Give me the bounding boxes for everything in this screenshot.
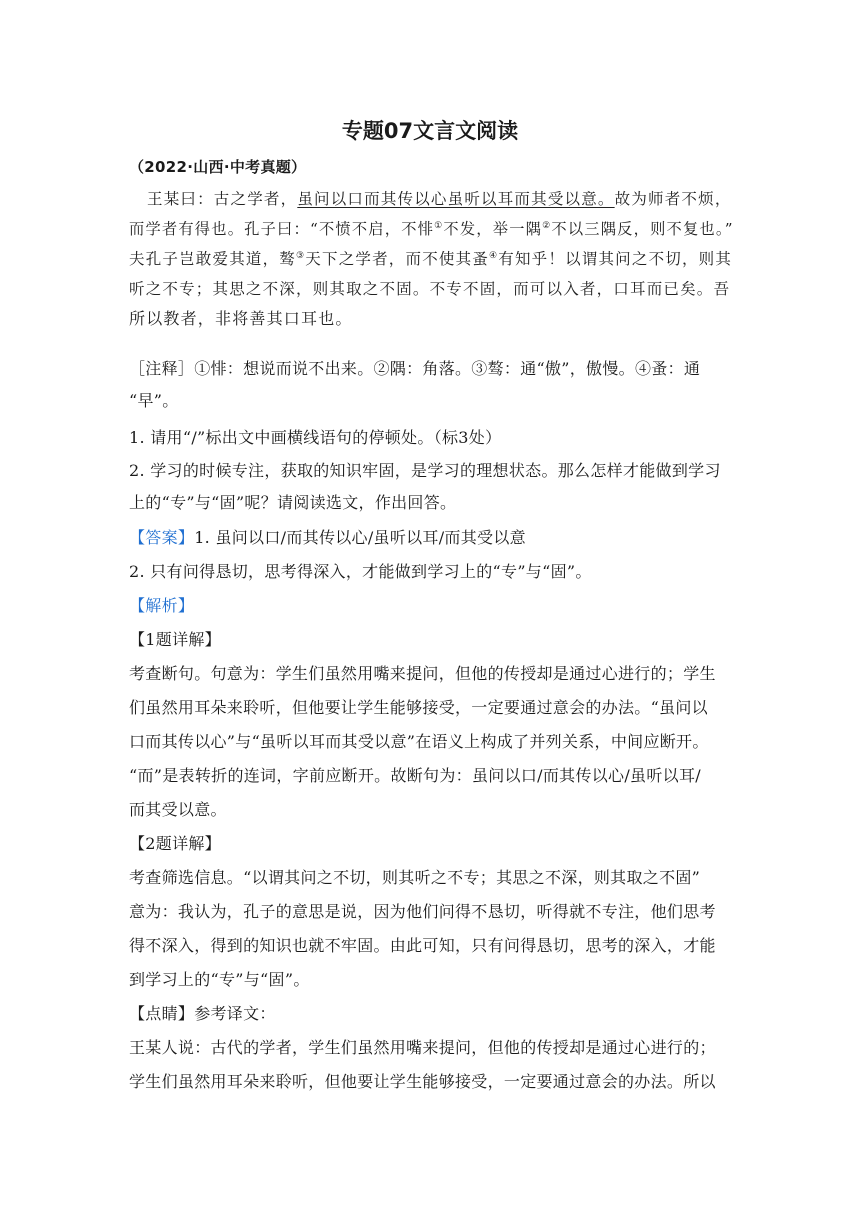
analysis-p1-line: 们虽然用耳朵来聆听，但他要让学生能够接受，一定要通过意会的办法。“虽问以 [129, 698, 708, 717]
analysis-p1-line: 口而其传以心”与“虽听以耳而其受以意”在语义上构成了并列关系，中间应断开。 [129, 732, 709, 751]
answer-2: 2. 只有问得恳切，思考得深入，才能做到学习上的“专”与“固”。 [129, 562, 592, 581]
passage-text: 不发，举一隅 [443, 220, 543, 238]
passage-text: 不以三隅反，则不复也。” [551, 220, 734, 238]
passage-line-4: 听之不专；其思之不深，则其取之不固。不专不固，而可以入者，口耳而已矣。吾 [129, 280, 731, 298]
analysis-p1-line: 考查断句。句意为：学生们虽然用嘴来提问，但他的传授却是通过心进行的；学生 [129, 664, 716, 683]
answer-1: 1. 虽问以口/而其传以心/虽听以耳/而其受以意 [194, 528, 526, 547]
passage-text: 夫孔子岂敢爱其道，骜 [129, 250, 297, 268]
passage-text: 有知乎！以谓其问之不切，则其 [498, 250, 733, 268]
page-title: 专题07文言文阅读 [341, 119, 519, 143]
footnote-marker: ③ [296, 251, 306, 261]
analysis-heading-3: 【点睛】参考译文： [129, 1004, 276, 1023]
footnote-marker: ② [542, 221, 552, 231]
analysis-label: 【解析】 [129, 596, 195, 615]
passage-text: 故为师者不烦， [614, 190, 732, 208]
passage-line-5: 所以教者，非将善其口耳也。 [129, 309, 353, 328]
translation-line: 王某人说：古代的学者，学生们虽然用嘴来提问，但他的传授却是通过心进行的； [129, 1038, 716, 1057]
analysis-p1-line: 而其受以意。 [129, 800, 227, 819]
analysis-p2-line: 意为：我认为，孔子的意思是说，因为他们问得不恳切，听得就不专注，他们思考 [129, 902, 716, 921]
passage-text: 而学者有得也。孔子曰：“不愤不启，不悱 [129, 220, 435, 238]
analysis-p1-line: “而”是表转折的连词，字前应断开。故断句为：虽问以口/而其传以心/虽听以耳/ [129, 766, 701, 785]
question-2-line-2: 上的“专”与“固”呢？请阅读选文，作出回答。 [129, 493, 457, 512]
passage-line-1 [147, 188, 732, 210]
passage-line-3 [129, 248, 733, 270]
analysis-p2-line: 得不深入，得到的知识也就不牢固。由此可知，只有问得恳切，思考的深入，才能 [129, 936, 716, 955]
answer-line-1 [129, 527, 729, 549]
passage-text: 王某曰：古之学者， [147, 190, 298, 208]
analysis-p2-line: 到学习上的“专”与“固”。 [129, 970, 310, 989]
analysis-heading-2: 【2题详解】 [129, 834, 221, 853]
question-1: 1. 请用“/”标出文中画横线语句的停顿处。（标3处） [129, 428, 502, 447]
answer-label: 【答案】 [129, 528, 195, 547]
notes-line-1: ［注释］①悱：想说而说不出来。②隅：角落。③骜：通“傲”，傲慢。④蚤：通 [129, 359, 701, 378]
source-label: （2022·山西·中考真题） [129, 158, 307, 176]
passage-line-2 [129, 218, 734, 240]
passage-text: 天下之学者，而不使其蚤 [305, 250, 489, 268]
question-2-line-1: 2. 学习的时候专注，获取的知识牢固，是学习的理想状态。那么怎样才能做到学习 [129, 461, 721, 480]
analysis-heading-1: 【1题详解】 [129, 630, 221, 649]
analysis-p2-line: 考查筛选信息。“以谓其问之不切，则其听之不专；其思之不深，则其取之不固” [129, 868, 701, 887]
translation-line: 学生们虽然用耳朵来聆听，但他要让学生能够接受，一定要通过意会的办法。所以 [129, 1072, 716, 1091]
underlined-sentence: 虽问以口而其传以心虽听以耳而其受以意。 [297, 190, 615, 208]
footnote-marker: ① [434, 221, 444, 231]
notes-line-2: “早”。 [129, 391, 179, 410]
footnote-marker: ④ [489, 251, 499, 261]
